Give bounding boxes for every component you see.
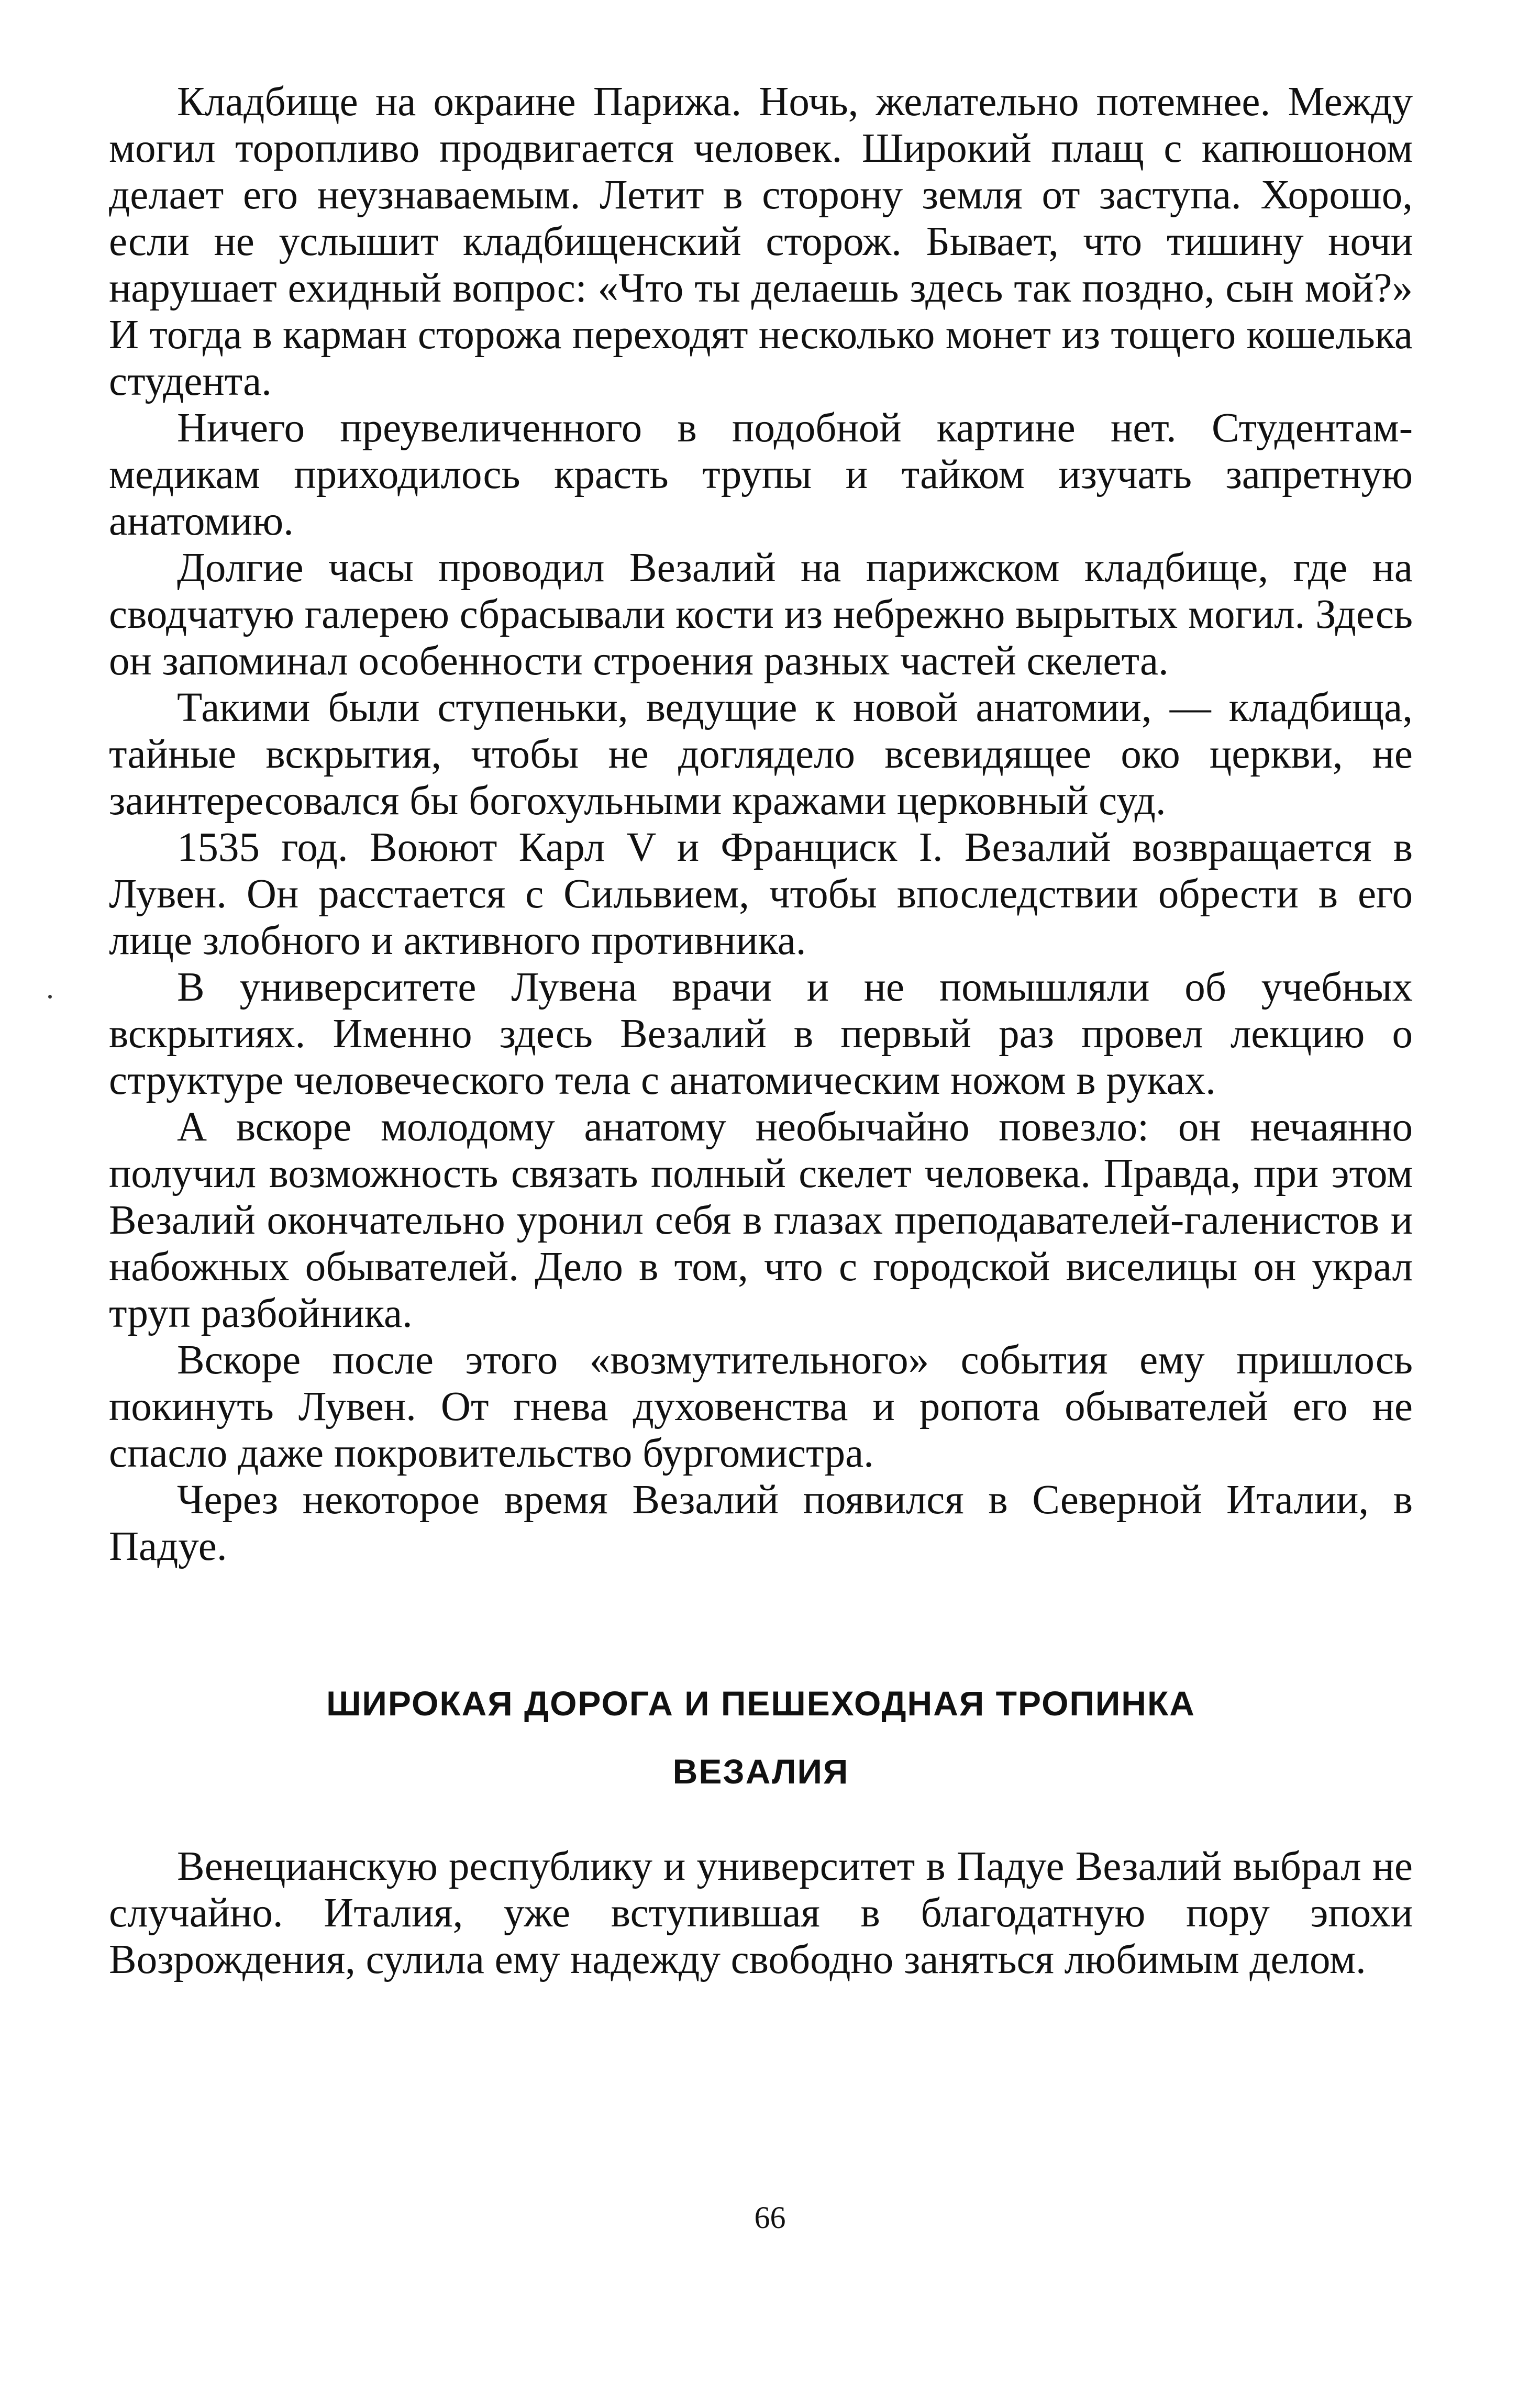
paragraph: А вскоре молодому анатому необычайно повезло: он нечаянно получил возможность связать полный скелет человека. Правда, при этом Везалий окончательно уронил себя в глазах преподавателей-галенистов и набожных обывателей. Дело в том, что с городской виселицы он украл труп разбойника. (109, 1104, 1413, 1336)
paragraph: Ничего преувеличенного в подобной картине нет. Студентам-медикам приходилось красть трупы и тайком изучать запретную анатомию. (109, 405, 1413, 544)
paragraph: Такими были ступеньки, ведущие к новой анатомии, — кладбища, тайные вскрытия, чтобы не доглядело всевидящее око церкви, не заинтересовался бы богохульными кражами церковный суд. (109, 685, 1413, 824)
paragraph: В университете Лувена врачи и не помышляли об учебных вскрытиях. Именно здесь Везалий в первый раз провел лекцию о структуре человеческого тела с анатомическим ножом в руках. (109, 965, 1413, 1103)
paragraph: Вскоре после этого «возмутительного» события ему пришлось покинуть Лувен. От гнева духовенства и ропота обывателей его не спасло даже покровительство бургомистра. (109, 1337, 1413, 1476)
section-heading-line-2: ВЕЗАЛИЯ (672, 1752, 849, 1791)
section-heading-line-1: ШИРОКАЯ ДОРОГА И ПЕШЕХОДНАЯ ТРОПИНКА (326, 1684, 1195, 1723)
paragraph: 1535 год. Воюют Карл V и Франциск I. Везалий возвращается в Лувен. Он расстается с Сильвием, чтобы впоследствии обрести в его лице злобного и активного противника. (109, 825, 1413, 963)
paragraph: Венецианскую республику и университет в Падуе Везалий выбрал не случайно. Италия, уже вступившая в благодатную пору эпохи Возрождения, сулила ему надежду свободно заняться любимым делом. (109, 1844, 1413, 1982)
heading-spacer (109, 1805, 1413, 1843)
section-heading (109, 1669, 1413, 1805)
paragraph: Через некоторое время Везалий появился в Северной Италии, в Падуе. (109, 1477, 1413, 1569)
paragraph: Долгие часы проводил Везалий на парижском кладбище, где на сводчатую галерею сбрасывали кости из небрежно вырытых могил. Здесь он запоминал особенности строения разных частей скелета. (109, 545, 1413, 684)
page-number: 66 (754, 2200, 786, 2235)
margin-speck (48, 995, 52, 999)
paragraph: Кладбище на окраине Парижа. Ночь, желательно потемнее. Между могил торопливо продвигается человек. Широкий плащ с капюшоном делает его неузнаваемым. Летит в сторону земля от заступа. Хорошо, если не услышит кладбищенский сторож. Бывает, что тишину ночи нарушает ехидный вопрос: «Что ты делаешь здесь так поздно, сын мой?» И тогда в карман сторожа переходят несколько монет из тощего кошелька студента. (109, 79, 1413, 404)
page-body (109, 79, 1413, 1983)
